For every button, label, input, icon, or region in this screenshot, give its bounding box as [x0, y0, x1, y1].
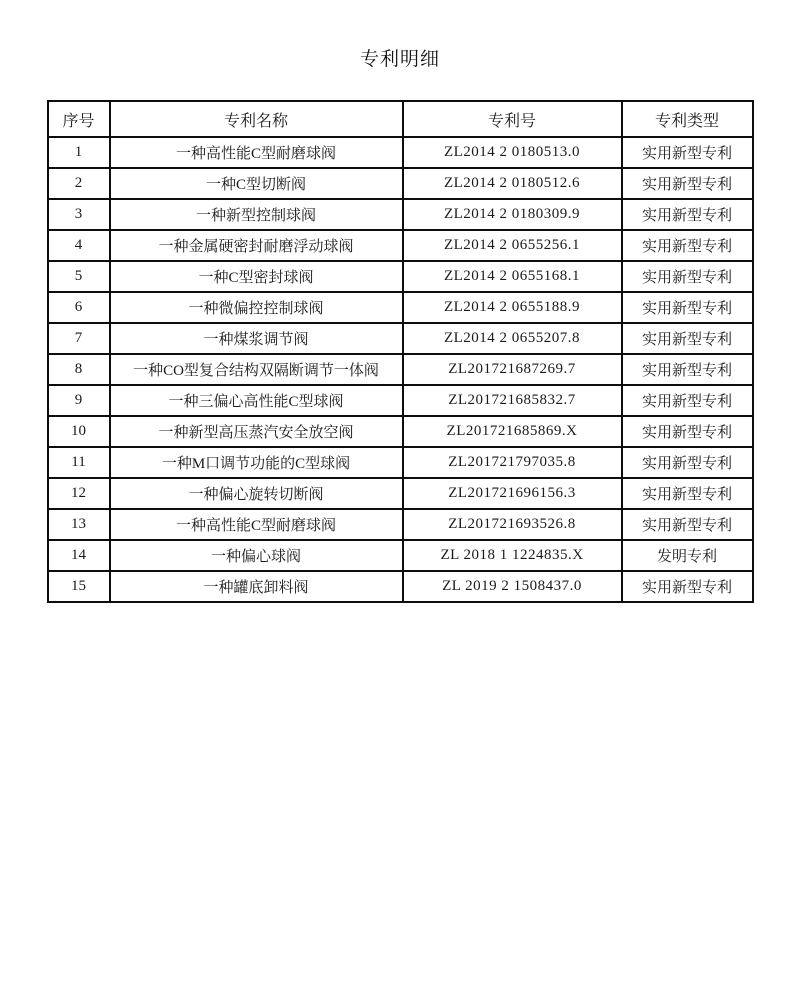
table-body	[48, 137, 753, 602]
patent-table	[47, 100, 754, 603]
cell-patent-number: ZL201721797035.8	[403, 447, 622, 478]
cell-patent-number: ZL 2018 1 1224835.X	[403, 540, 622, 571]
cell-patent-type: 实用新型专利	[622, 199, 753, 230]
cell-patent-name: 一种煤浆调节阀	[110, 323, 403, 354]
cell-patent-number: ZL2014 2 0655188.9	[403, 292, 622, 323]
cell-patent-type: 实用新型专利	[622, 323, 753, 354]
cell-patent-type: 实用新型专利	[622, 168, 753, 199]
cell-patent-name: 一种新型控制球阀	[110, 199, 403, 230]
cell-patent-number: ZL 2019 2 1508437.0	[403, 571, 622, 602]
header-patent-number: 专利号	[403, 101, 622, 137]
table-row	[48, 571, 753, 602]
cell-index: 15	[48, 571, 110, 602]
cell-index: 1	[48, 137, 110, 168]
cell-patent-number: ZL201721696156.3	[403, 478, 622, 509]
cell-patent-name: 一种M口调节功能的C型球阀	[110, 447, 403, 478]
table-row	[48, 509, 753, 540]
cell-index: 11	[48, 447, 110, 478]
page-title: 专利明细	[359, 49, 440, 70]
cell-patent-type: 发明专利	[622, 540, 753, 571]
header-patent-name: 专利名称	[110, 101, 403, 137]
header-patent-type: 专利类型	[622, 101, 753, 137]
table-header-row	[48, 101, 753, 137]
cell-index: 14	[48, 540, 110, 571]
cell-index: 10	[48, 416, 110, 447]
cell-index: 5	[48, 261, 110, 292]
cell-patent-type: 实用新型专利	[622, 137, 753, 168]
table-row	[48, 354, 753, 385]
table-row	[48, 385, 753, 416]
cell-index: 13	[48, 509, 110, 540]
cell-patent-type: 实用新型专利	[622, 354, 753, 385]
table-row	[48, 478, 753, 509]
cell-patent-number: ZL2014 2 0655256.1	[403, 230, 622, 261]
cell-index: 7	[48, 323, 110, 354]
cell-patent-number: ZL2014 2 0655168.1	[403, 261, 622, 292]
cell-patent-number: ZL2014 2 0655207.8	[403, 323, 622, 354]
cell-patent-type: 实用新型专利	[622, 447, 753, 478]
table-row	[48, 199, 753, 230]
cell-index: 12	[48, 478, 110, 509]
cell-patent-name: 一种新型高压蒸汽安全放空阀	[110, 416, 403, 447]
table-row	[48, 168, 753, 199]
cell-patent-type: 实用新型专利	[622, 292, 753, 323]
cell-patent-name: 一种高性能C型耐磨球阀	[110, 137, 403, 168]
cell-patent-name: 一种罐底卸料阀	[110, 571, 403, 602]
cell-patent-name: 一种CO型复合结构双隔断调节一体阀	[110, 354, 403, 385]
cell-patent-number: ZL201721685869.X	[403, 416, 622, 447]
cell-patent-name: 一种偏心旋转切断阀	[110, 478, 403, 509]
cell-patent-number: ZL201721685832.7	[403, 385, 622, 416]
cell-index: 6	[48, 292, 110, 323]
table-row	[48, 261, 753, 292]
cell-patent-name: 一种偏心球阀	[110, 540, 403, 571]
cell-patent-number: ZL2014 2 0180309.9	[403, 199, 622, 230]
cell-index: 9	[48, 385, 110, 416]
cell-patent-type: 实用新型专利	[622, 571, 753, 602]
table-row	[48, 447, 753, 478]
cell-patent-type: 实用新型专利	[622, 416, 753, 447]
cell-patent-type: 实用新型专利	[622, 478, 753, 509]
table-row	[48, 323, 753, 354]
cell-index: 8	[48, 354, 110, 385]
table-row	[48, 230, 753, 261]
table-row	[48, 292, 753, 323]
cell-patent-type: 实用新型专利	[622, 230, 753, 261]
header-index: 序号	[48, 101, 110, 137]
cell-index: 3	[48, 199, 110, 230]
cell-patent-number: ZL2014 2 0180513.0	[403, 137, 622, 168]
cell-patent-type: 实用新型专利	[622, 509, 753, 540]
cell-patent-name: 一种C型密封球阀	[110, 261, 403, 292]
table-row	[48, 416, 753, 447]
cell-patent-name: 一种微偏控控制球阀	[110, 292, 403, 323]
cell-index: 4	[48, 230, 110, 261]
cell-patent-name: 一种金属硬密封耐磨浮动球阀	[110, 230, 403, 261]
cell-patent-name: 一种三偏心高性能C型球阀	[110, 385, 403, 416]
cell-patent-type: 实用新型专利	[622, 385, 753, 416]
cell-patent-name: 一种高性能C型耐磨球阀	[110, 509, 403, 540]
cell-patent-number: ZL2014 2 0180512.6	[403, 168, 622, 199]
cell-patent-number: ZL201721687269.7	[403, 354, 622, 385]
cell-patent-number: ZL201721693526.8	[403, 509, 622, 540]
cell-index: 2	[48, 168, 110, 199]
table-row	[48, 540, 753, 571]
cell-patent-type: 实用新型专利	[622, 261, 753, 292]
table-row	[48, 137, 753, 168]
cell-patent-name: 一种C型切断阀	[110, 168, 403, 199]
